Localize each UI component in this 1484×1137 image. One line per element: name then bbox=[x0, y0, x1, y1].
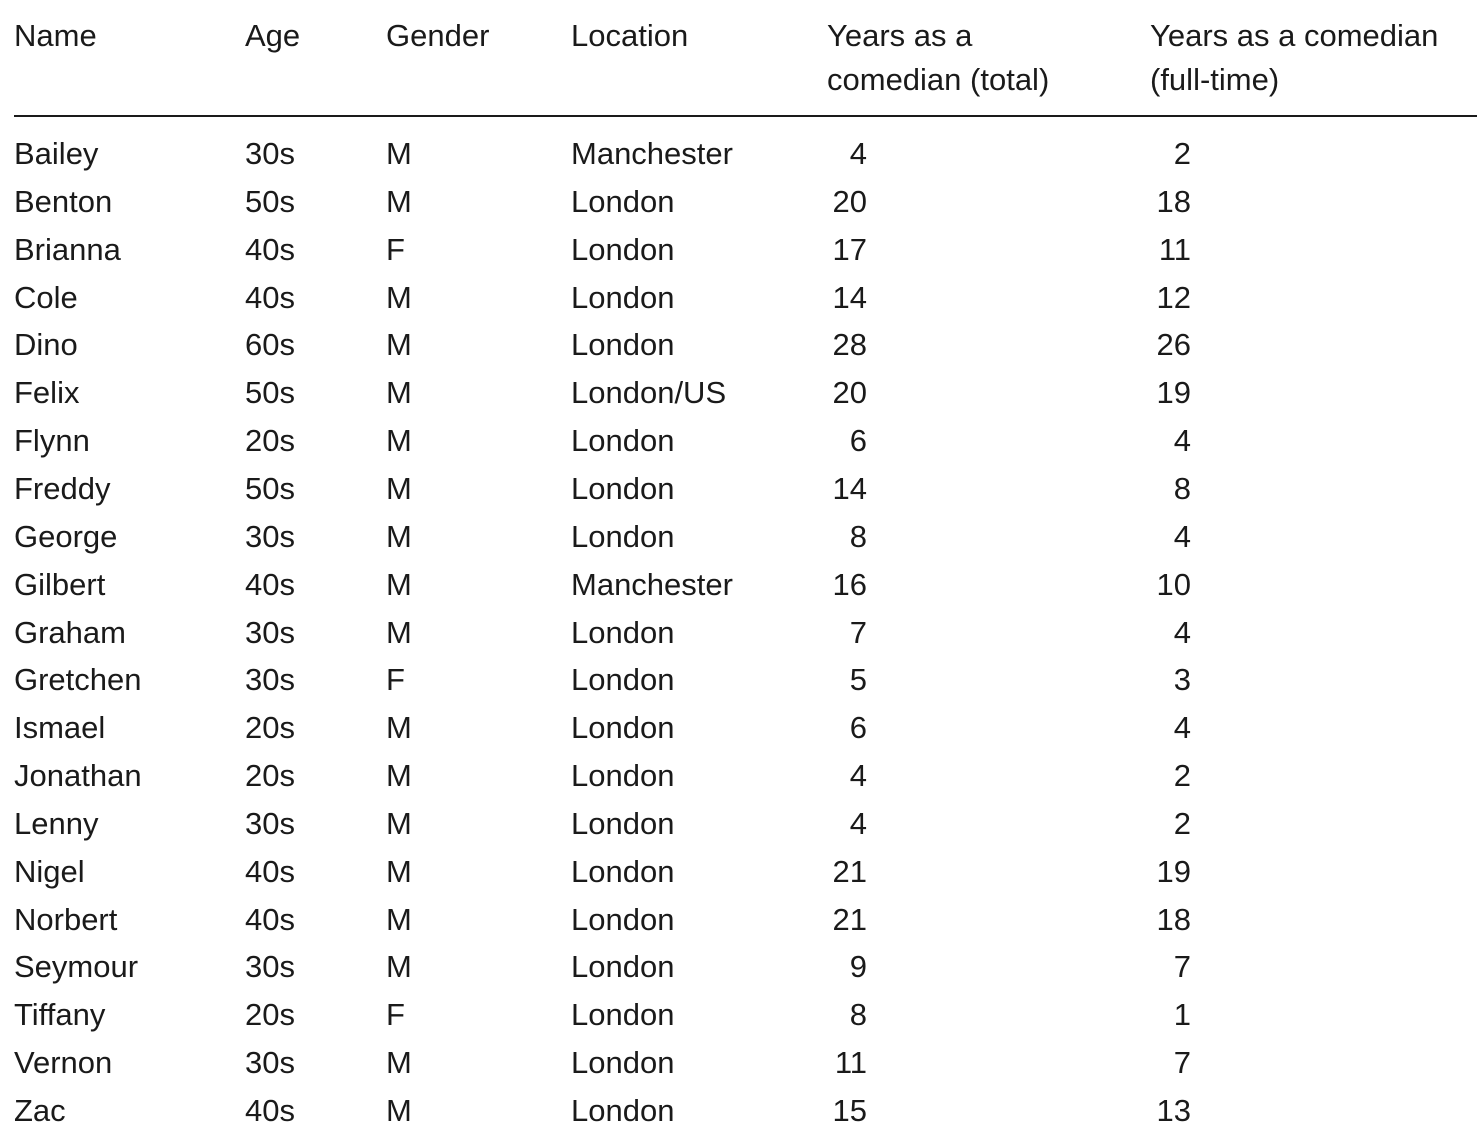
table-row bbox=[0, 321, 1484, 369]
table-row bbox=[0, 656, 1484, 704]
cell-location: London bbox=[571, 614, 675, 650]
table-row bbox=[0, 704, 1484, 752]
cell-location: Manchester bbox=[571, 136, 733, 171]
cell-name: Cole bbox=[14, 279, 78, 315]
table-row bbox=[0, 417, 1484, 465]
cell-years-fulltime: 10 bbox=[1156, 566, 1191, 602]
cell-years-fulltime: 19 bbox=[1156, 853, 1191, 889]
cell-years-total: 21 bbox=[832, 853, 867, 889]
cell-years-total: 28 bbox=[832, 327, 867, 363]
table-row bbox=[0, 848, 1484, 896]
cell-years-fulltime: 2 bbox=[1173, 136, 1191, 171]
cell-location: London bbox=[571, 997, 675, 1033]
cell-age: 50s bbox=[245, 183, 295, 219]
cell-name: Benton bbox=[14, 183, 113, 219]
cell-location: London bbox=[571, 949, 675, 985]
cell-years-total: 7 bbox=[849, 614, 867, 650]
cell-age: 20s bbox=[245, 710, 295, 746]
cell-years-fulltime: 4 bbox=[1173, 710, 1191, 746]
cell-location: London bbox=[571, 470, 675, 506]
header-name: Name bbox=[14, 18, 97, 53]
cell-years-fulltime: 19 bbox=[1156, 375, 1191, 411]
header-rule bbox=[14, 115, 1477, 117]
cell-years-total: 6 bbox=[849, 423, 867, 459]
cell-age: 30s bbox=[245, 614, 295, 650]
cell-name: Gretchen bbox=[14, 662, 142, 698]
cell-name: Seymour bbox=[14, 949, 139, 985]
cell-name: Lenny bbox=[14, 805, 99, 841]
table-row bbox=[0, 369, 1484, 417]
cell-years-fulltime: 2 bbox=[1173, 805, 1191, 841]
cell-location: London bbox=[571, 901, 675, 937]
cell-years-total: 11 bbox=[834, 1045, 867, 1081]
cell-gender: M bbox=[386, 949, 412, 985]
cell-location: London bbox=[571, 662, 675, 698]
cell-name: George bbox=[14, 518, 118, 554]
cell-location: Manchester bbox=[571, 566, 733, 602]
cell-name: Vernon bbox=[14, 1045, 113, 1081]
table-row bbox=[0, 226, 1484, 274]
table-row bbox=[0, 1039, 1484, 1087]
cell-age: 40s bbox=[245, 1093, 295, 1128]
cell-age: 30s bbox=[245, 949, 295, 985]
cell-years-fulltime: 8 bbox=[1173, 470, 1191, 506]
cell-age: 30s bbox=[245, 662, 295, 698]
cell-gender: F bbox=[386, 997, 405, 1033]
cell-years-total: 4 bbox=[849, 805, 867, 841]
cell-years-total: 14 bbox=[832, 470, 867, 506]
cell-gender: M bbox=[386, 327, 412, 363]
cell-years-total: 6 bbox=[849, 710, 867, 746]
cell-name: Felix bbox=[14, 375, 80, 411]
cell-name: Tiffany bbox=[14, 997, 106, 1033]
cell-name: Jonathan bbox=[14, 758, 142, 794]
cell-location: London bbox=[571, 518, 675, 554]
cell-location: London bbox=[571, 758, 675, 794]
cell-years-fulltime: 18 bbox=[1156, 901, 1191, 937]
cell-gender: M bbox=[386, 710, 412, 746]
cell-name: Graham bbox=[14, 614, 126, 650]
cell-gender: M bbox=[386, 375, 412, 411]
cell-location: London bbox=[571, 327, 675, 363]
table-row bbox=[0, 1087, 1484, 1135]
header-age: Age bbox=[245, 18, 301, 53]
header-years-total: Years as a comedian (total) bbox=[827, 18, 1050, 97]
table-row bbox=[0, 609, 1484, 657]
cell-years-fulltime: 13 bbox=[1156, 1093, 1191, 1128]
cell-years-fulltime: 18 bbox=[1156, 183, 1191, 219]
cell-years-fulltime: 3 bbox=[1173, 662, 1191, 698]
header-gender: Gender bbox=[386, 18, 490, 53]
cell-age: 30s bbox=[245, 805, 295, 841]
cell-location: London bbox=[571, 853, 675, 889]
cell-location: London/US bbox=[571, 375, 727, 411]
table-row bbox=[0, 130, 1484, 178]
cell-name: Zac bbox=[14, 1093, 66, 1128]
cell-years-fulltime: 11 bbox=[1158, 231, 1191, 267]
cell-gender: M bbox=[386, 470, 412, 506]
cell-age: 30s bbox=[245, 136, 295, 171]
cell-gender: M bbox=[386, 183, 412, 219]
cell-gender: F bbox=[386, 662, 405, 698]
header-location: Location bbox=[571, 18, 689, 53]
cell-years-total: 20 bbox=[832, 375, 867, 411]
cell-years-fulltime: 1 bbox=[1173, 997, 1191, 1033]
table-row bbox=[0, 274, 1484, 322]
cell-name: Freddy bbox=[14, 470, 111, 506]
cell-gender: M bbox=[386, 423, 412, 459]
cell-gender: M bbox=[386, 566, 412, 602]
cell-years-total: 8 bbox=[849, 518, 867, 554]
table-row bbox=[0, 896, 1484, 944]
cell-location: London bbox=[571, 279, 675, 315]
cell-years-fulltime: 7 bbox=[1173, 1045, 1191, 1081]
cell-years-total: 21 bbox=[832, 901, 867, 937]
cell-name: Norbert bbox=[14, 901, 118, 937]
cell-years-total: 16 bbox=[832, 566, 867, 602]
cell-age: 40s bbox=[245, 231, 295, 267]
table-row bbox=[0, 513, 1484, 561]
cell-age: 50s bbox=[245, 375, 295, 411]
cell-age: 60s bbox=[245, 327, 295, 363]
table-row bbox=[0, 178, 1484, 226]
cell-gender: M bbox=[386, 758, 412, 794]
cell-name: Flynn bbox=[14, 423, 90, 459]
cell-years-total: 20 bbox=[832, 183, 867, 219]
table-row bbox=[0, 561, 1484, 609]
cell-years-fulltime: 7 bbox=[1173, 949, 1191, 985]
cell-age: 30s bbox=[245, 1045, 295, 1081]
table-row bbox=[0, 991, 1484, 1039]
cell-age: 40s bbox=[245, 901, 295, 937]
cell-name: Gilbert bbox=[14, 566, 106, 602]
table-row bbox=[0, 800, 1484, 848]
cell-location: London bbox=[571, 1093, 675, 1128]
cell-years-total: 8 bbox=[849, 997, 867, 1033]
cell-location: London bbox=[571, 423, 675, 459]
cell-name: Dino bbox=[14, 327, 78, 363]
cell-age: 30s bbox=[245, 518, 295, 554]
cell-age: 40s bbox=[245, 279, 295, 315]
cell-gender: M bbox=[386, 279, 412, 315]
cell-gender: F bbox=[386, 231, 405, 267]
cell-name: Nigel bbox=[14, 853, 85, 889]
cell-years-fulltime: 4 bbox=[1173, 614, 1191, 650]
cell-name: Bailey bbox=[14, 136, 99, 171]
cell-location: London bbox=[571, 183, 675, 219]
cell-gender: M bbox=[386, 614, 412, 650]
cell-gender: M bbox=[386, 518, 412, 554]
cell-years-fulltime: 2 bbox=[1173, 758, 1191, 794]
cell-name: Ismael bbox=[14, 710, 106, 746]
cell-location: London bbox=[571, 710, 675, 746]
cell-gender: M bbox=[386, 1045, 412, 1081]
cell-age: 50s bbox=[245, 470, 295, 506]
cell-age: 20s bbox=[245, 997, 295, 1033]
cell-gender: M bbox=[386, 853, 412, 889]
cell-gender: M bbox=[386, 805, 412, 841]
cell-years-fulltime: 4 bbox=[1173, 518, 1191, 554]
cell-location: London bbox=[571, 231, 675, 267]
cell-years-total: 14 bbox=[832, 279, 867, 315]
cell-years-total: 4 bbox=[849, 136, 867, 171]
cell-age: 40s bbox=[245, 566, 295, 602]
cell-gender: M bbox=[386, 136, 412, 171]
cell-location: London bbox=[571, 805, 675, 841]
cell-gender: M bbox=[386, 1093, 412, 1128]
cell-gender: M bbox=[386, 901, 412, 937]
table-row bbox=[0, 943, 1484, 991]
cell-age: 40s bbox=[245, 853, 295, 889]
cell-years-total: 15 bbox=[832, 1093, 867, 1128]
cell-age: 20s bbox=[245, 423, 295, 459]
cell-years-total: 17 bbox=[832, 231, 867, 267]
header-years-fulltime: Years as a comedian (full-time) bbox=[1150, 18, 1439, 97]
cell-years-fulltime: 26 bbox=[1156, 327, 1191, 363]
cell-years-total: 4 bbox=[849, 758, 867, 794]
cell-name: Brianna bbox=[14, 231, 121, 267]
cell-years-fulltime: 12 bbox=[1156, 279, 1191, 315]
cell-years-total: 5 bbox=[849, 662, 867, 698]
cell-location: London bbox=[571, 1045, 675, 1081]
cell-years-fulltime: 4 bbox=[1173, 423, 1191, 459]
table-row bbox=[0, 465, 1484, 513]
cell-years-total: 9 bbox=[849, 949, 867, 985]
cell-age: 20s bbox=[245, 758, 295, 794]
table-row bbox=[0, 752, 1484, 800]
